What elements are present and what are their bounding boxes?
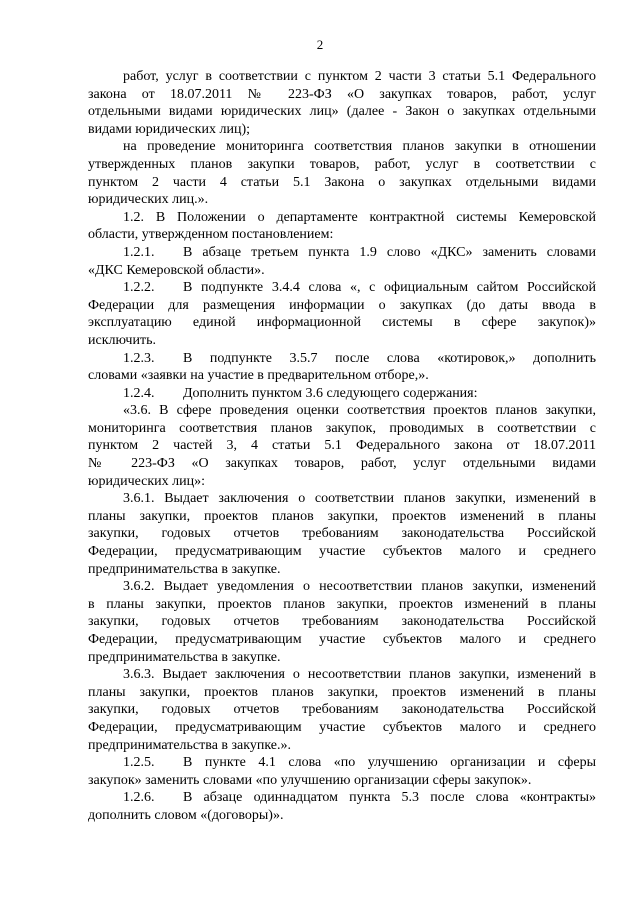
text-line: В пункте 4.1 слова «по улучшению организации и сферы: [183, 755, 596, 771]
text-line: юридических лиц»:: [88, 473, 206, 489]
paragraph: [88, 209, 596, 244]
text-line: В подпункте 3.5.7 после слова «котировок,» дополнить: [183, 350, 596, 366]
text-line: планы закупки, проектов планов закупки, проектов изменений в планы: [88, 508, 596, 524]
text-line: в планы закупки, проектов планов закупки, проектов изменений в планы: [88, 596, 596, 612]
text-line: 3.6.1. Выдает заключения о соответствии планов закупки, изменений в: [123, 491, 596, 507]
text-line: юридических лиц.».: [88, 192, 209, 208]
text-line: пунктом 2 частей 3, 4 статьи 5.1 Федерального закона от 18.07.2011: [88, 438, 596, 454]
text-line: эксплуатацию единой информационной системы в сфере закупок)»: [88, 315, 596, 331]
clause-number: 1.2.2.: [123, 280, 155, 296]
text-line: закупки, годовых отчетов требованиям законодательства Российской: [88, 614, 596, 630]
paragraph: [88, 138, 596, 208]
page-number: 2: [316, 37, 324, 52]
paragraph: [88, 385, 596, 403]
text-line: исключить.: [88, 332, 156, 348]
paragraph: [88, 68, 596, 138]
clause-number: 1.2.4.: [123, 385, 155, 401]
text-line: В подпункте 3.4.4 слова «, с официальным сайтом Российской: [183, 280, 596, 296]
text-line: 1.2. В Положении о департаменте контрактной системы Кемеровской: [123, 209, 596, 225]
text-line: области, утвержденном постановлением:: [88, 227, 334, 243]
paragraph: [88, 350, 596, 385]
text-line: предпринимательства в закупке.: [88, 561, 281, 577]
text-line: Федерации, предусматривающим участие субъектов малого и среднего: [88, 544, 596, 560]
text-line: Федерации для размещения информации о закупках (до даты ввода в: [88, 297, 596, 313]
text-line: словами «заявки на участие в предварительном отборе,».: [88, 368, 429, 384]
text-line: Дополнить пунктом 3.6 следующего содержания:: [183, 385, 478, 401]
text-line: Федерации, предусматривающим участие субъектов малого и среднего: [88, 719, 596, 735]
paragraph-first-line: [88, 754, 596, 772]
text-line: 3.6.2. Выдает уведомления о несоответствии планов закупки, изменений: [123, 579, 596, 595]
clause-number: 1.2.6.: [123, 790, 155, 806]
text-line: Федерации, предусматривающим участие субъектов малого и среднего: [88, 632, 596, 647]
paragraph: [88, 279, 596, 349]
paragraph-first-line: [88, 350, 596, 368]
text-line: отдельными видами юридических лиц» (далее - Закон о закупках отдельными: [88, 104, 596, 120]
paragraph-first-line: [88, 789, 596, 807]
text-line: закона от 18.07.2011 № 223-ФЗ «О закупках товаров, работ, услуг: [88, 86, 596, 102]
text-line: видами юридических лиц);: [88, 121, 250, 137]
text-line: на проведение мониторинга соответствия планов закупки в отношении: [123, 139, 596, 155]
clause-number: 1.2.1.: [123, 244, 155, 260]
text-line: «ДКС Кемеровской области».: [88, 262, 265, 278]
paragraph: [88, 754, 596, 789]
text-line: 3.6.3. Выдает заключения о несоответствии планов закупки, изменений в: [123, 667, 596, 683]
text-line: № 223-ФЗ «О закупках товаров, работ, услуг отдельными видами: [88, 456, 596, 472]
clause-number: 1.2.5.: [123, 755, 155, 771]
text-line: планы закупки, проектов планов закупки, проектов изменений в планы: [88, 684, 596, 700]
paragraph-first-line: [88, 385, 596, 403]
text-line: работ, услуг в соответствии с пунктом 2 части 3 статьи 5.1 Федерального: [123, 69, 596, 84]
paragraph: [88, 490, 596, 578]
text-line: закупки, годовых отчетов требованиям законодательства Российской: [88, 702, 596, 718]
paragraph: [88, 666, 596, 754]
text-line: пунктом 2 части 4 статьи 5.1 Закона о закупках отдельными видами: [88, 174, 596, 190]
paragraph: [88, 244, 596, 279]
text-line: В абзаце третьем пункта 1.9 слово «ДКС» заменить словами: [183, 244, 596, 260]
text-line: закупок» заменить словами «по улучшению организации сферы закупок».: [88, 772, 532, 788]
text-line: предпринимательства в закупке.: [88, 649, 281, 665]
paragraph: [88, 789, 596, 824]
text-line: В абзаце одиннадцатом пункта 5.3 после слова «контракты»: [183, 790, 596, 806]
paragraph: [88, 402, 596, 490]
paragraph: [88, 578, 596, 666]
document-body: [88, 68, 596, 825]
clause-number: 1.2.3.: [123, 350, 155, 366]
text-line: дополнить словом «(договоры)».: [88, 807, 284, 823]
text-line: утвержденных планов закупки товаров, работ, услуг в соответствии с: [88, 156, 596, 172]
paragraph-first-line: [88, 244, 596, 262]
text-line: мониторинга соответствия планов закупок, проводимых в соответствии с: [88, 420, 596, 436]
text-line: «3.6. В сфере проведения оценки соответствия проектов планов закупки,: [123, 403, 596, 419]
text-line: закупки, годовых отчетов требованиям законодательства Российской: [88, 526, 596, 542]
paragraph-first-line: [88, 279, 596, 297]
text-line: предпринимательства в закупке.».: [88, 737, 292, 753]
